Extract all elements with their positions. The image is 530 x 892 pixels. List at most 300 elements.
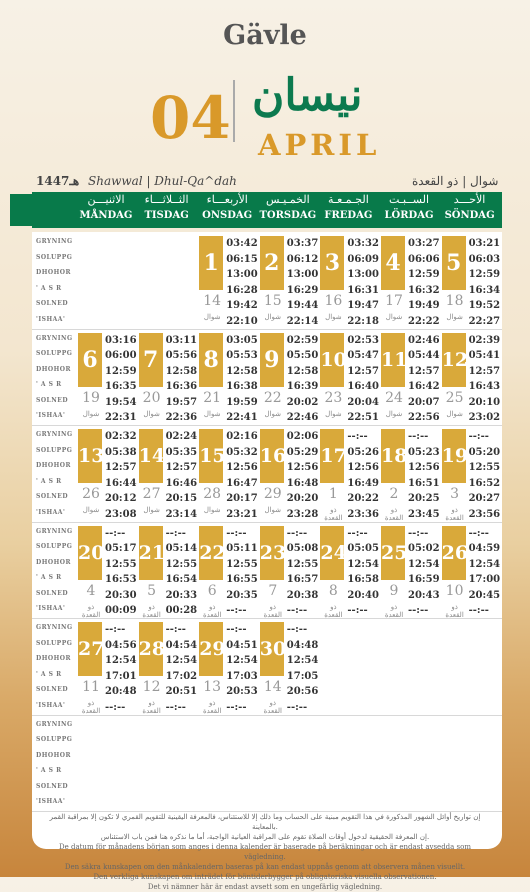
prayer-time: 02:32 (105, 431, 137, 442)
hijri-day: 15 (263, 293, 282, 309)
hijri-month-label: شوال (82, 409, 100, 418)
prayer-label: SOLUPPG (36, 350, 73, 357)
prayer-time: 19:54 (105, 396, 137, 408)
hijri-month-label: شوال (143, 506, 160, 514)
day-cell (199, 236, 257, 326)
week-row (32, 329, 502, 427)
prayer-time: 05:35 (165, 446, 198, 458)
hijri-month-label: ذو القعدة (142, 699, 161, 715)
prayer-time: 12:57 (105, 462, 137, 473)
footnotes (40, 812, 490, 892)
prayer-time: 19:57 (165, 396, 198, 408)
hijri-month-label: ذو القعدة (203, 699, 222, 715)
prayer-time: 12:54 (286, 655, 319, 666)
prayer-labels (36, 528, 76, 621)
prayer-time: 02:46 (408, 334, 440, 346)
day-cell (442, 236, 500, 326)
prayer-time: --:-- (105, 701, 126, 713)
prayer-time: 13:00 (347, 269, 379, 280)
prayer-time: 22:14 (286, 315, 319, 327)
prayer-label: 'ISHAA' (36, 798, 66, 805)
hijri-month-label: ذو القعدة (384, 602, 404, 619)
hijri-day: 12 (142, 679, 161, 695)
day-number: 8 (199, 333, 223, 387)
prayer-time: --:-- (408, 431, 429, 442)
prayer-time: 05:56 (165, 350, 198, 361)
hijri-day: 2 (389, 486, 399, 502)
day-cell (259, 526, 319, 619)
prayer-time: 22:51 (347, 412, 379, 423)
prayer-times (287, 333, 318, 426)
prayer-time: 05:53 (226, 350, 258, 361)
weekday-fredag (318, 192, 378, 224)
hijri-day: 11 (82, 679, 100, 695)
hijri-day: 26 (82, 486, 100, 502)
prayer-time: 06:06 (408, 253, 440, 265)
prayer-label: ' A S R (36, 574, 62, 581)
prayer-time: 12:58 (165, 365, 198, 377)
hijri-month-label: ذو القعدة (384, 506, 404, 522)
prayer-times (469, 526, 500, 619)
prayer-time: --:-- (347, 605, 368, 616)
prayer-time: --:-- (286, 624, 308, 635)
prayer-time: 12:56 (226, 462, 258, 473)
prayer-time: 22:10 (226, 315, 258, 327)
prayer-time: 19:49 (408, 300, 440, 311)
prayer-time: 20:40 (347, 589, 379, 601)
prayer-label: DHOHOR (36, 655, 71, 662)
hijri-day: 4 (86, 582, 96, 599)
prayer-labels (36, 624, 76, 717)
prayer-time: 20:27 (468, 493, 501, 504)
prayer-time: 03:21 (468, 238, 501, 249)
hijri-day: 14 (203, 293, 222, 309)
week-row (32, 618, 502, 716)
prayer-time: 20:33 (165, 589, 198, 601)
prayer-time: --:-- (468, 605, 489, 616)
prayer-label: 'ISHAA' (36, 412, 66, 419)
prayer-time: 22:31 (105, 412, 137, 423)
hijri-day: 14 (263, 679, 282, 695)
prayer-time: --:-- (165, 701, 186, 713)
prayer-time: --:-- (286, 605, 308, 616)
prayer-time: 05:14 (165, 543, 198, 554)
hijri-month-label: ذو القعدة (81, 699, 101, 715)
prayer-time: 20:04 (347, 396, 379, 408)
day-number: 26 (442, 526, 466, 580)
weekday-arabic: الاثنيـــن (87, 193, 125, 206)
weekday-arabic: الثــلاثـــاء (144, 193, 189, 206)
prayer-times (347, 526, 378, 619)
weekday-arabic: الخمـيـس (265, 193, 310, 206)
prayer-time: 22:36 (165, 412, 198, 423)
prayer-times (347, 333, 378, 426)
prayer-time: 16:42 (408, 381, 440, 392)
week-row (32, 425, 502, 523)
footnote-line: إن تواريخ أوائل الشهور المذكورة في هذا التقويم مبنية على الحساب وما ذلك إلا للاستئناس، فالمعرفة اليقينية للتقويم القمري لا تكون إلا بمراقبة القمر بالمعاينة. (49, 813, 481, 831)
weekday-swedish: SÖNDAG (444, 210, 495, 221)
prayer-time: 06:03 (468, 253, 501, 265)
prayer-time: --:-- (226, 527, 247, 539)
prayer-time: 02:06 (286, 431, 319, 442)
hijri-day: 27 (142, 486, 161, 502)
day-cell (78, 429, 136, 519)
prayer-time: 22:41 (226, 412, 258, 423)
prayer-time: 17:00 (468, 574, 501, 585)
prayer-times (469, 429, 500, 522)
prayer-time: 20:56 (286, 686, 319, 697)
hijri-month-label: شوال (264, 313, 282, 321)
prayer-times (226, 622, 257, 715)
prayer-times (287, 236, 318, 329)
prayer-time: 17:02 (165, 670, 198, 682)
prayer-times (226, 526, 257, 619)
prayer-time: 23:21 (226, 508, 258, 520)
hijri-day: 10 (445, 582, 464, 599)
hijri-month-label: شوال (82, 506, 100, 514)
prayer-time: 12:55 (226, 558, 258, 570)
weekday-swedish: MÅNDAG (79, 210, 133, 221)
day-cell (78, 526, 137, 619)
prayer-time: 02:39 (468, 334, 501, 346)
prayer-time: 16:54 (165, 574, 198, 585)
prayer-time: 23:14 (165, 508, 198, 520)
prayer-time: 03:37 (286, 238, 319, 249)
prayer-time: --:-- (226, 624, 247, 635)
prayer-time: 23:36 (347, 508, 379, 520)
prayer-labels (36, 238, 76, 331)
prayer-time: 03:16 (105, 334, 137, 346)
prayer-times (408, 526, 439, 619)
prayer-label: SOLUPPG (36, 639, 73, 647)
prayer-label: SOLNED (36, 300, 69, 307)
day-number: 20 (78, 526, 102, 580)
prayer-time: 20:53 (226, 686, 258, 697)
hijri-day: 3 (450, 486, 460, 502)
hijri-month-label: شوال (446, 409, 463, 418)
prayer-time: 19:42 (226, 300, 258, 311)
hijri-month-label: شوال (203, 313, 221, 321)
prayer-times (166, 622, 197, 715)
prayer-time: 05:11 (226, 543, 258, 554)
day-cell (441, 526, 501, 619)
day-cell (320, 333, 378, 423)
prayer-time: 03:42 (226, 238, 258, 249)
prayer-labels (36, 335, 76, 428)
day-cell (442, 333, 500, 423)
prayer-time: 20:45 (468, 589, 501, 601)
day-number: 24 (320, 526, 344, 580)
prayer-time: --:-- (408, 527, 429, 539)
prayer-time: 16:39 (286, 381, 319, 392)
day-cell (381, 526, 440, 619)
prayer-time: 05:02 (408, 543, 440, 554)
prayer-time: 16:40 (347, 381, 379, 392)
prayer-time: 16:34 (468, 284, 501, 296)
hijri-month-label: شوال (203, 506, 221, 514)
prayer-label: DHOHOR (36, 365, 71, 373)
prayer-label: DHOHOR (36, 558, 71, 566)
prayer-label: SOLUPPG (36, 736, 73, 743)
day-number: 17 (320, 429, 344, 483)
day-number: 18 (381, 429, 405, 483)
day-number: 19 (442, 429, 466, 483)
weekday-swedish: LÖRDAG (384, 210, 434, 221)
prayer-label: 'ISHAA' (36, 315, 66, 323)
hijri-month-label: ذو القعدة (203, 602, 222, 619)
prayer-time: 05:47 (347, 350, 379, 361)
prayer-time: 05:44 (408, 350, 440, 361)
prayer-time: 16:28 (226, 284, 258, 296)
calendar-grid (32, 232, 502, 849)
prayer-time: 16:55 (226, 574, 258, 585)
prayer-label: ' A S R (36, 477, 62, 485)
day-cell (78, 333, 136, 423)
prayer-label: GRYNING (36, 720, 73, 728)
day-number: 12 (442, 333, 466, 387)
prayer-time: --:-- (408, 605, 429, 616)
prayer-time: --:-- (286, 701, 308, 713)
prayer-time: 05:17 (105, 543, 137, 554)
prayer-time: 04:51 (226, 639, 258, 651)
day-number: 21 (139, 526, 163, 580)
prayer-label: ' A S R (36, 284, 62, 292)
prayer-time: 12:54 (408, 558, 440, 570)
weekday-onsdag (197, 192, 257, 224)
prayer-time: 17:05 (286, 670, 319, 682)
day-cell (138, 526, 198, 619)
prayer-label: SOLUPPG (36, 543, 73, 550)
hijri-month-label: شوال (325, 313, 342, 321)
prayer-time: 12:55 (468, 462, 501, 473)
hijri-day: 28 (203, 486, 222, 502)
weekday-arabic: الجـمـعـة (328, 193, 369, 206)
day-number: 11 (381, 333, 405, 387)
prayer-time: 16:38 (226, 381, 258, 392)
hijri-day: 21 (203, 389, 222, 406)
prayer-time: 19:52 (468, 300, 501, 311)
day-cell (320, 429, 379, 522)
prayer-time: 16:52 (468, 477, 501, 489)
hijri-month-label: شوال (264, 506, 282, 514)
prayer-time: 05:38 (105, 446, 137, 458)
prayer-time: --:-- (347, 527, 368, 539)
prayer-time: --:-- (105, 527, 126, 539)
hijri-day: 23 (324, 389, 343, 406)
prayer-time: 16:36 (165, 381, 198, 392)
weekday-swedish: FREDAG (324, 210, 373, 221)
hijri-month-label: ذو القعدة (263, 602, 282, 619)
day-cell (199, 429, 257, 519)
day-cell (381, 333, 439, 423)
day-cell (260, 429, 318, 519)
hijri-day: 1 (328, 486, 338, 502)
prayer-time: 23:56 (468, 508, 501, 520)
hijri-month-label: ذو القعدة (445, 506, 464, 522)
hijri-day: 6 (207, 582, 217, 599)
hijri-month-label: شوال (446, 313, 463, 321)
weekday-torsdag (258, 192, 318, 224)
prayer-time: 20:07 (408, 396, 440, 408)
prayer-times (105, 429, 136, 522)
hijri-month-label: ذو القعدة (142, 602, 161, 619)
hijri-day: 5 (147, 582, 157, 599)
prayer-time: 20:20 (286, 493, 319, 504)
prayer-time: 06:12 (286, 253, 319, 265)
day-number: 9 (260, 333, 284, 387)
prayer-time: 22:18 (347, 315, 379, 327)
prayer-label: GRYNING (36, 431, 73, 438)
prayer-time: 20:10 (468, 396, 501, 408)
weekday-swedish: ONSDAG (202, 210, 253, 221)
prayer-time: 12:58 (286, 365, 319, 377)
prayer-time: 20:15 (165, 493, 198, 504)
prayer-time: 16:29 (286, 284, 319, 296)
prayer-time: 22:22 (408, 315, 440, 327)
prayer-time: 16:47 (226, 477, 258, 489)
prayer-time: 06:15 (226, 253, 258, 265)
prayer-time: 12:59 (468, 269, 501, 280)
hijri-year: 1447هـ (36, 174, 80, 188)
prayer-time: 16:49 (347, 477, 379, 489)
hijri-day: 19 (82, 389, 100, 406)
day-number: 10 (320, 333, 344, 387)
prayer-time: 12:57 (408, 365, 440, 377)
hijri-day: 24 (385, 389, 403, 406)
hijri-day: 7 (268, 582, 278, 599)
prayer-time: 05:23 (408, 446, 440, 458)
prayer-time: 04:48 (286, 639, 319, 651)
prayer-time: 13:00 (226, 269, 258, 280)
month-name-arabic: نيسان (252, 70, 363, 121)
day-number: 1 (199, 236, 223, 290)
prayer-time: 12:56 (286, 462, 319, 473)
hijri-day: 22 (263, 389, 282, 406)
prayer-time: 12:55 (165, 558, 198, 570)
prayer-time: --:-- (468, 431, 489, 442)
weekday-måndag (76, 192, 136, 224)
prayer-times (166, 526, 197, 619)
prayer-label: SOLUPPG (36, 253, 73, 261)
prayer-times (166, 333, 197, 426)
prayer-time: 23:08 (105, 508, 137, 520)
day-cell (320, 526, 379, 619)
prayer-time: 23:02 (468, 412, 501, 423)
prayer-time: 16:48 (286, 477, 319, 489)
hijri-month-label: شوال (385, 409, 403, 418)
day-number: 23 (260, 526, 284, 580)
prayer-time: 17:01 (105, 670, 137, 682)
day-number: 3 (320, 236, 344, 290)
prayer-time: 19:59 (226, 396, 258, 408)
prayer-time: 16:51 (408, 477, 440, 489)
prayer-time: 02:24 (165, 431, 198, 442)
prayer-time: 05:29 (286, 446, 319, 458)
prayer-time: 22:27 (468, 315, 501, 327)
prayer-time: 05:32 (226, 446, 258, 458)
prayer-time: --:-- (105, 624, 126, 635)
prayer-time: 20:30 (105, 589, 137, 601)
prayer-time: 22:46 (286, 412, 319, 423)
day-cell (199, 622, 258, 715)
month-number: 04 (150, 84, 231, 152)
day-number: 14 (139, 429, 163, 483)
hijri-months-arabic: شوال | ذو القعدة (412, 174, 499, 188)
prayer-times (226, 333, 257, 426)
hijri-month-label: ذو القعدة (263, 699, 282, 715)
prayer-time: 22:56 (408, 412, 440, 423)
prayer-times (347, 429, 378, 522)
prayer-time: 16:58 (347, 574, 379, 585)
prayer-label: ' A S R (36, 767, 62, 774)
prayer-time: 20:02 (286, 396, 319, 408)
prayer-time: 16:32 (408, 284, 440, 296)
prayer-time: 03:27 (408, 238, 440, 249)
prayer-time: 05:20 (468, 446, 501, 458)
prayer-time: 16:35 (105, 381, 137, 392)
footnote-line: Den verkliga kunskapen om inträdet för böntiderbygger på obligatoriska visuella observationen. (93, 873, 437, 881)
weekday-arabic: الســبـت (388, 193, 429, 206)
prayer-time: 05:26 (347, 446, 379, 458)
prayer-time: --:-- (468, 527, 489, 539)
day-cell (381, 236, 439, 326)
prayer-time: 12:57 (468, 365, 501, 377)
day-number: 4 (381, 236, 405, 290)
prayer-time: --:-- (165, 624, 186, 635)
prayer-time: 05:05 (347, 543, 379, 554)
prayer-time: 20:51 (165, 686, 198, 697)
day-cell (199, 526, 258, 619)
prayer-time: 12:54 (226, 655, 258, 666)
footnote-line: Den säkra kunskapen om den månkalendern baseras på kan endast uppnås genom att observera månen visuellt. (64, 863, 466, 871)
prayer-times (287, 526, 318, 619)
hijri-day: 8 (328, 582, 338, 599)
prayer-label: DHOHOR (36, 269, 71, 276)
hijri-month-label: شوال (385, 313, 403, 321)
prayer-time: 12:54 (165, 655, 198, 666)
weekday-tisdag (137, 192, 197, 224)
day-number: 2 (260, 236, 284, 290)
prayer-time: 12:56 (347, 462, 379, 473)
hijri-month-label: شوال (143, 409, 160, 418)
prayer-label: ' A S R (36, 670, 62, 678)
prayer-time: 04:56 (105, 639, 137, 651)
hijri-day: 20 (142, 389, 161, 406)
hijri-month-label: ذو القعدة (324, 506, 343, 522)
prayer-label: SOLNED (36, 686, 69, 693)
day-number: 13 (78, 429, 102, 483)
prayer-times (469, 236, 500, 329)
hijri-month-label: شوال (203, 409, 221, 418)
day-cell (139, 429, 197, 519)
prayer-time: 17:03 (226, 670, 258, 682)
prayer-label: GRYNING (36, 238, 73, 245)
hijri-day: 9 (389, 582, 399, 599)
prayer-time: --:-- (165, 527, 186, 539)
prayer-times (408, 429, 439, 522)
prayer-time: --:-- (347, 431, 368, 442)
prayer-time: 13:00 (286, 269, 319, 280)
hijri-month-label: شوال (325, 409, 342, 418)
day-cell (260, 236, 318, 326)
prayer-time: 05:41 (468, 350, 501, 361)
footnote-line: De datum för månadens början som anges i denna kalender är baserade på beräkningar och är endast avsedda som vägledning. (58, 843, 471, 861)
prayer-time: 03:05 (226, 334, 258, 346)
prayer-time: 06:09 (347, 253, 379, 265)
prayer-time: 12:58 (226, 365, 258, 377)
hijri-month-label: شوال (264, 409, 282, 418)
prayer-time: 20:22 (347, 493, 379, 504)
